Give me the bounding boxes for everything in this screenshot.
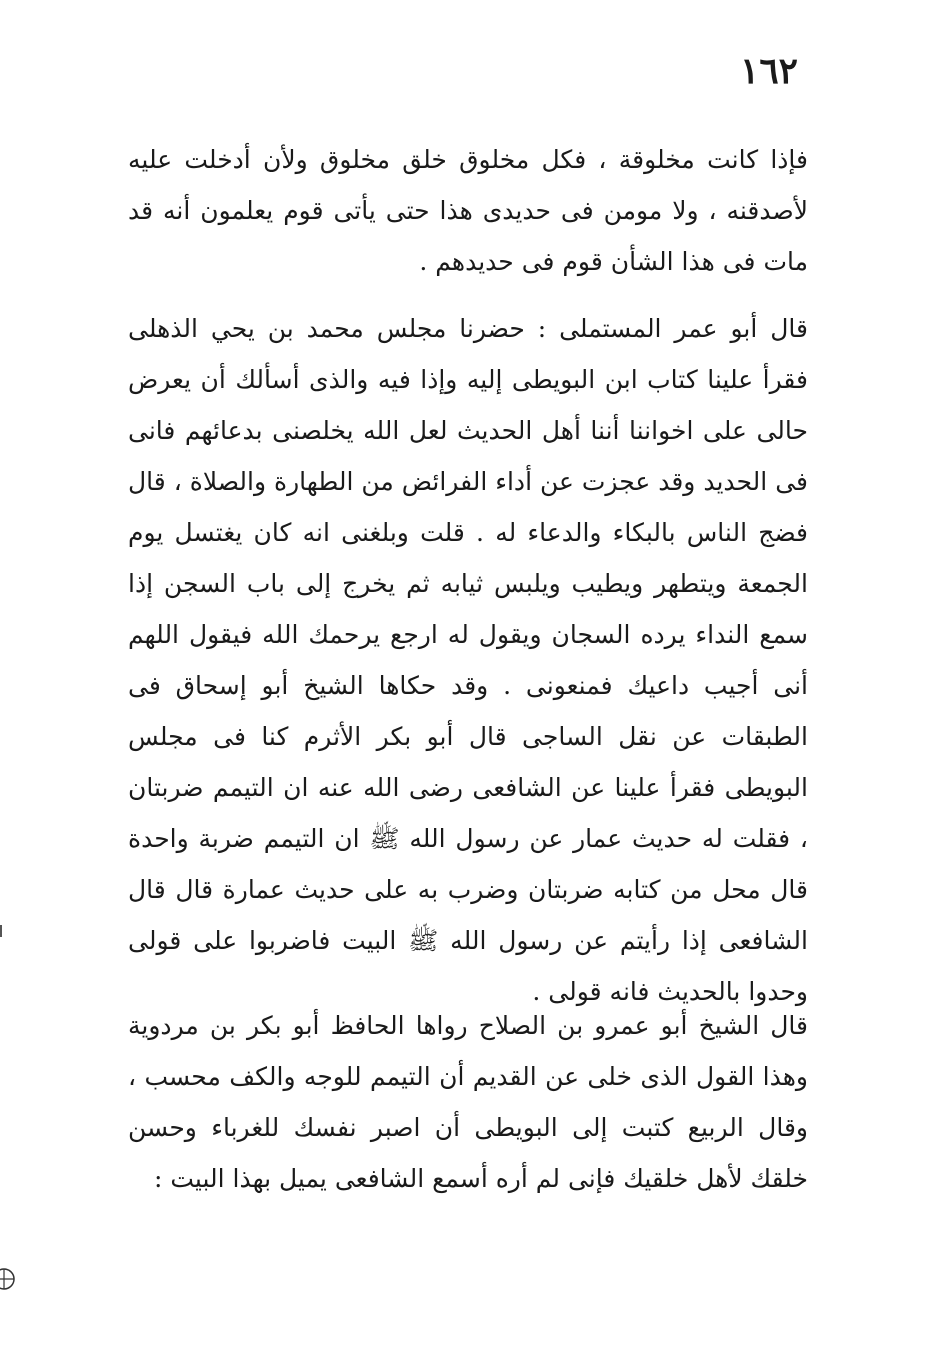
paragraph-3: قال الشيخ أبو عمرو بن الصلاح رواها الحافظ أبو بكر بن مردوية وهذا القول الذى خلى عن القديم أن التيمم للوجه والكف محسب ، وقال الربيع كتبت إلى البويطى أن اصبر نفسك للغرباء وحسن خلقك لأهل خلقيك فإنى لم أره أسمع الشافعى يميل بهذا البيت : [128, 1011, 808, 1193]
binding-mark-icon [0, 1262, 16, 1296]
edge-tick-mark [0, 925, 2, 937]
paragraph-2: قال أبو عمر المستملى : حضرنا مجلس محمد بن يحي الذهلى فقرأ علينا كتاب ابن البويطى إليه وإذا فيه والذى أسألك أن يعرض حالى على اخواننا أننا أهل الحديث لعل الله يخلصنى بدعائهم فانى فى الحديد وقد عجزت عن أداء الفرائض من الطهارة والصلاة ، قال فضج الناس بالبكاء والدعاء له . قلت وبلغنى انه كان يغتسل يوم الجمعة ويتطهر ويطيب ويلبس ثيابه ثم يخرج إلى باب السجن إذا سمع النداء يرده السجان ويقول له ارجع يرحمك الله فيقول اللهم أنى أجيب داعيك فمنعونى . وقد حكاها الشيخ أبو إسحاق فى الطبقات عن نقل الساجى قال أبو بكر الأثرم كنا فى مجلس البويطى فقرأ علينا عن الشافعى رضى الله عنه ان التيمم ضربتان ، فقلت له حديث عمار عن رسول الله ﷺ ان التيمم ضربة واحدة قال محل من كتابه ضربتان وضرب به على حديث عمارة قال قال الشافعى إذا رأيتم عن رسول الله ﷺ البيت فاضربوا على قولى وحدوا بالحديث فانه قولى . [128, 314, 808, 1006]
page-number: ١٦٢ [740, 50, 799, 92]
paragraph-1: فإذا كانت مخلوقة ، فكل مخلوق خلق مخلوق ولأن أدخلت عليه لأصدقنه ، ولا مومن فى حديدى هذا حتى يأتى قوم يعلمون أنه قد مات فى هذا الشأن قوم فى حديدهم . [128, 145, 808, 276]
